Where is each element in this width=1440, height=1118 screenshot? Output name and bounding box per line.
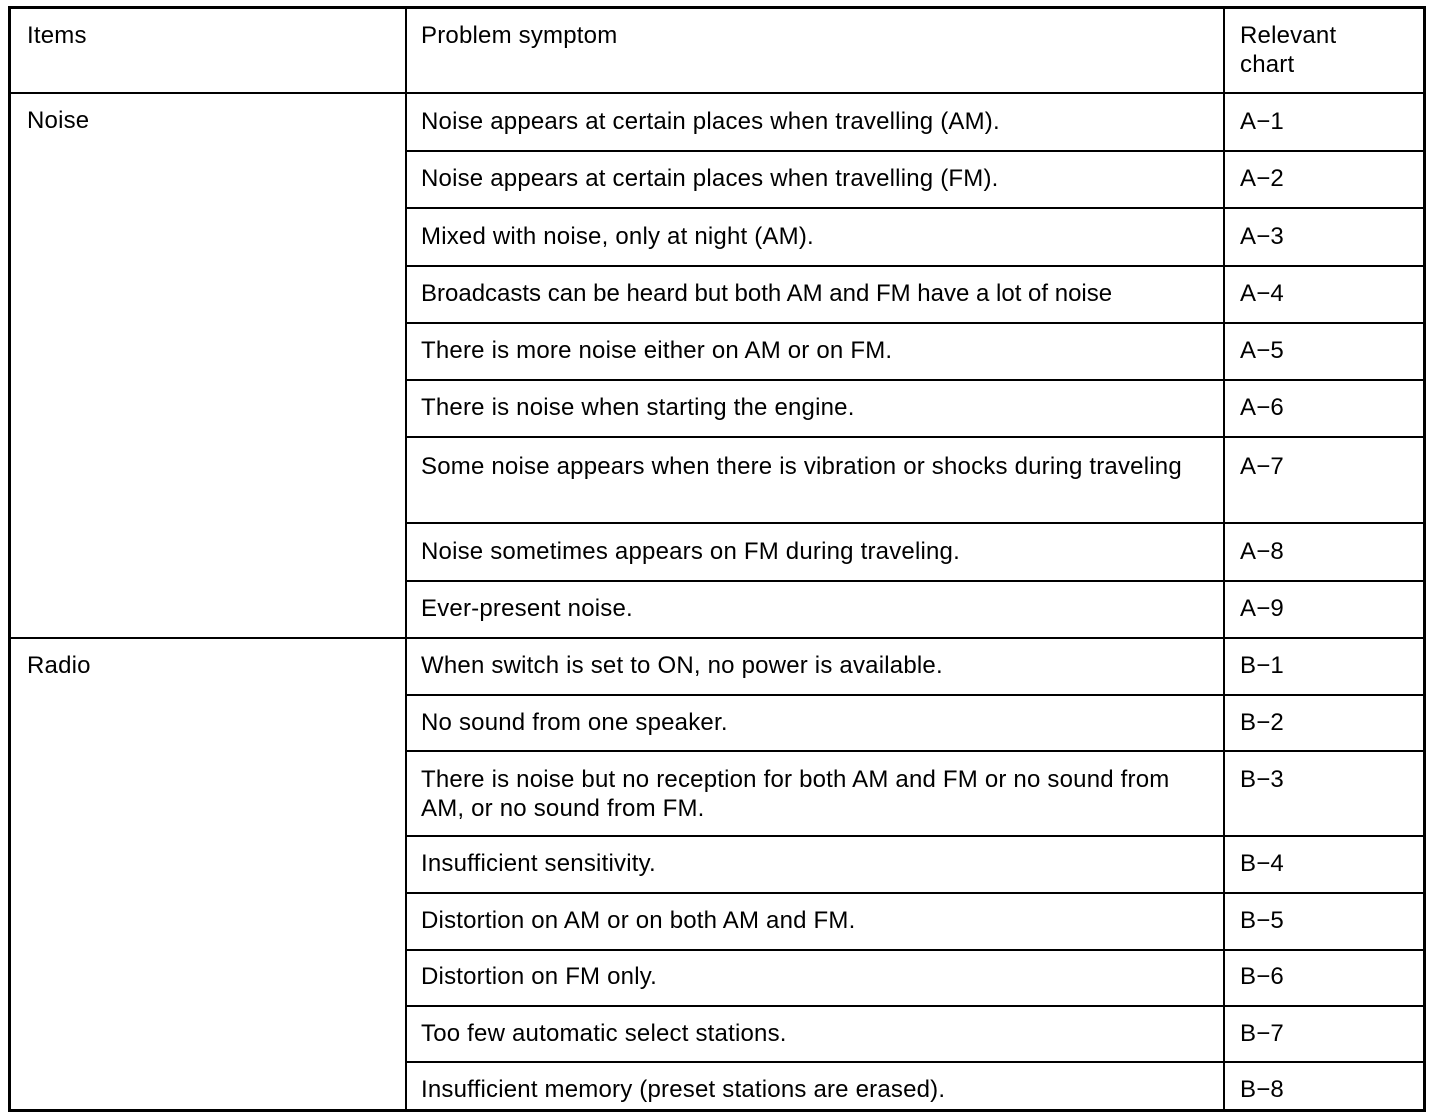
chart-cell: B−1: [1240, 652, 1284, 679]
symptom-cell: Distortion on AM or on both AM and FM.: [421, 907, 856, 934]
symptom-cell: Noise appears at certain places when travelling (AM).: [421, 108, 1000, 135]
header-problem-symptom: Problem symptom: [421, 22, 618, 49]
row-divider: [406, 580, 1424, 582]
chart-cell: B−5: [1240, 907, 1284, 934]
symptom-cell: Some noise appears when there is vibration or shocks during traveling: [421, 453, 1182, 480]
chart-cell: A−8: [1240, 538, 1284, 565]
row-divider: [406, 835, 1424, 837]
symptom-cell: Too few automatic select stations.: [421, 1020, 787, 1047]
symptom-cell: Mixed with noise, only at night (AM).: [421, 223, 814, 250]
chart-cell: A−2: [1240, 165, 1284, 192]
row-divider: [406, 436, 1424, 438]
row-divider: [406, 750, 1424, 752]
symptom-cell: No sound from one speaker.: [421, 709, 728, 736]
row-divider: [406, 379, 1424, 381]
chart-cell: A−9: [1240, 595, 1284, 622]
column-divider: [1223, 8, 1225, 1110]
chart-cell: A−7: [1240, 453, 1284, 480]
chart-cell: B−2: [1240, 709, 1284, 736]
symptom-cell: There is noise but no reception for both AM and FM or no sound from AM, or no sound from FM.: [421, 766, 1170, 822]
chart-cell: A−3: [1240, 223, 1284, 250]
row-divider: [406, 322, 1424, 324]
row-divider: [406, 207, 1424, 209]
chart-cell: B−4: [1240, 850, 1284, 877]
symptom-cell: Noise sometimes appears on FM during traveling.: [421, 538, 960, 565]
column-divider: [405, 8, 407, 1110]
row-divider: [406, 150, 1424, 152]
symptom-cell: Insufficient memory (preset stations are erased).: [421, 1076, 946, 1103]
chart-cell: B−6: [1240, 963, 1284, 990]
symptom-cell: Broadcasts can be heard but both AM and FM have a lot of noise: [421, 280, 1113, 307]
chart-cell: A−5: [1240, 337, 1284, 364]
symptom-cell: There is more noise either on AM or on FM.: [421, 337, 893, 364]
header-divider: [10, 92, 1424, 94]
symptom-cell: Insufficient sensitivity.: [421, 850, 656, 877]
chart-cell: A−1: [1240, 108, 1284, 135]
row-divider: [406, 1061, 1424, 1063]
group-divider: [10, 637, 1424, 639]
header-relevant-chart: [1240, 21, 1336, 79]
row-divider: [406, 522, 1424, 524]
header-items: Items: [27, 22, 87, 49]
symptom-cell: When switch is set to ON, no power is available.: [421, 652, 943, 679]
row-divider: [406, 1005, 1424, 1007]
row-divider: [406, 265, 1424, 267]
row-divider: [406, 949, 1424, 951]
header-relevant-chart-line1: Relevant: [1240, 22, 1337, 49]
chart-cell: B−3: [1240, 766, 1284, 793]
chart-cell: A−4: [1240, 280, 1284, 307]
row-divider: [406, 892, 1424, 894]
symptom-cell: Distortion on FM only.: [421, 963, 658, 990]
symptom-cell: Noise appears at certain places when travelling (FM).: [421, 165, 999, 192]
group-label-radio: Radio: [27, 652, 91, 679]
header-relevant-chart-line2: chart: [1240, 51, 1295, 78]
chart-cell: B−7: [1240, 1020, 1284, 1047]
chart-cell: B−8: [1240, 1076, 1284, 1103]
symptom-cell: There is noise when starting the engine.: [421, 394, 855, 421]
row-divider: [406, 694, 1424, 696]
group-label-noise: Noise: [27, 107, 90, 134]
chart-cell: A−6: [1240, 394, 1284, 421]
symptom-cell: Ever-present noise.: [421, 595, 633, 622]
